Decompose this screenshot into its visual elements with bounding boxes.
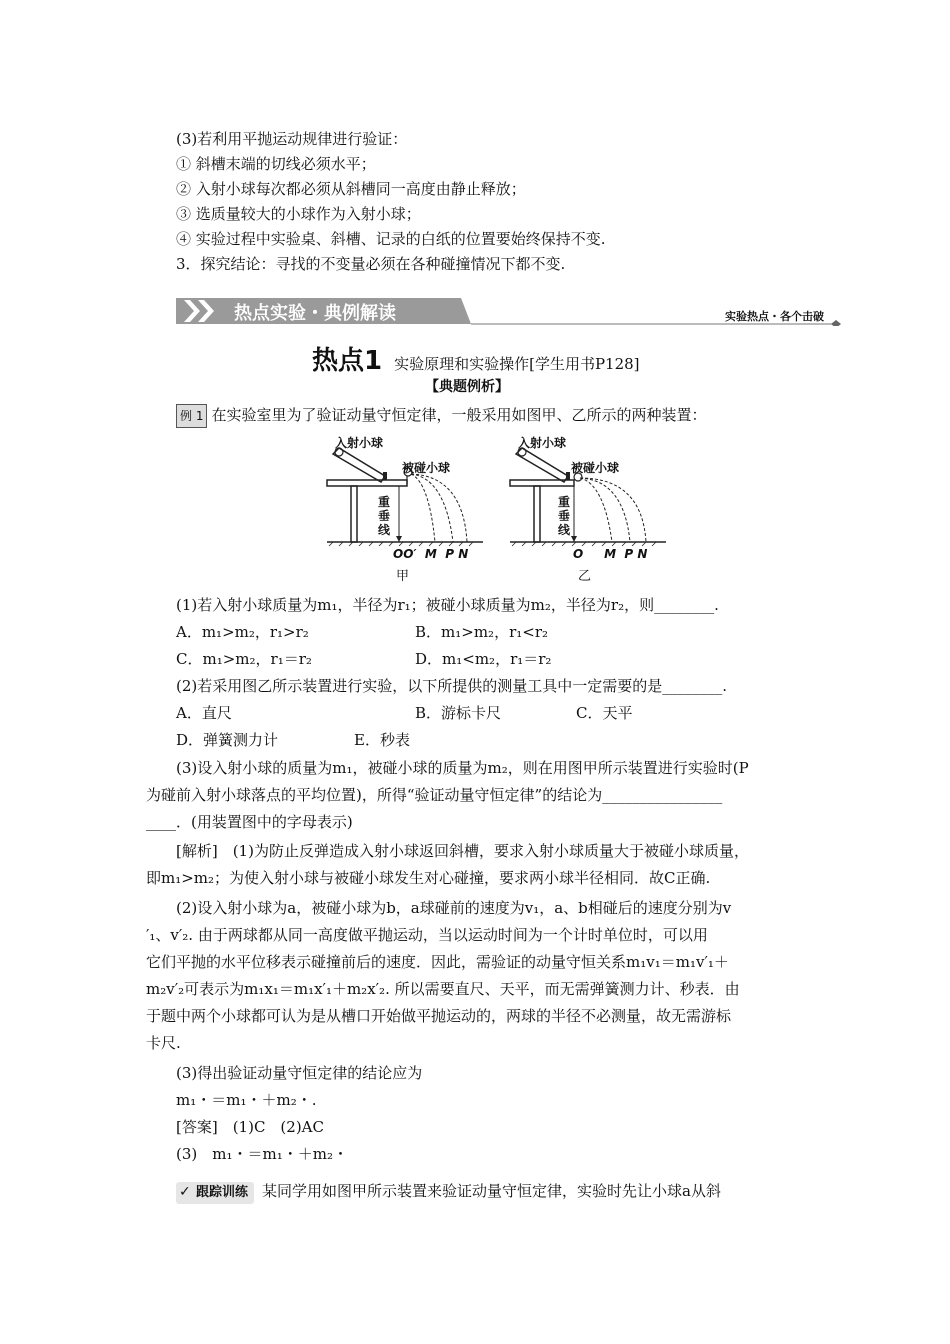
item-2: ② 入射小球每次都必须从斜槽同一高度由静止释放； xyxy=(176,180,526,198)
example-intro: 在实验室里为了验证动量守恒定律，一般采用如图甲、乙所示的两种装置： xyxy=(211,406,707,424)
banner-right-text: 实验热点・各个击破 xyxy=(725,310,824,323)
tracking-badge: ✓ 跟踪训练 xyxy=(176,1182,254,1204)
example-badge: 例 1 xyxy=(176,404,207,428)
fig-right-target-label: 被碰小球 xyxy=(571,461,620,475)
question-1: (1)若入射小球质量为m₁，半径为r₁；被碰小球质量为m₂，半径为r₂，则________. xyxy=(176,596,719,614)
fig-right-plumb-1: 重 xyxy=(558,495,571,509)
analysis-line-3: (2)设入射小球为a，被碰小球为b，a球碰前的速度为v₁，a、b相碰后的速度分别为v xyxy=(176,899,732,917)
q1-option-d: D．m₁<m₂，r₁＝r₂ xyxy=(415,650,552,668)
question-3-line1: (3)设入射小球的质量为m₁，被碰小球的质量为m₂，则在用图甲所示装置进行实验时(P xyxy=(176,759,749,777)
question-3-line3: ____．(用装置图中的字母表示) xyxy=(146,813,353,831)
analysis-line-5: 它们平抛的水平位移表示碰撞前后的速度．因此，需验证的动量守恒关系m₁v₁＝m₁v′₁＋ xyxy=(146,953,729,971)
section-banner xyxy=(176,296,846,326)
q1-option-a: A．m₁>m₂，r₁>r₂ xyxy=(176,623,309,641)
hotspot-subtitle: 实验原理和实验操作[学生用书P128] xyxy=(394,355,640,373)
q2-option-e: E．秒表 xyxy=(354,731,410,749)
fig-left-caption: 甲 xyxy=(396,569,410,584)
fig-left-incident-label: 入射小球 xyxy=(335,436,384,450)
q2-option-d: D．弹簧测力计 xyxy=(176,731,279,749)
tracking-line xyxy=(176,1180,721,1204)
analysis-formula: m₁・＝m₁・＋m₂・. xyxy=(176,1091,317,1109)
analysis-line-8: 卡尺. xyxy=(146,1034,181,1052)
hotspot-number: 热点1 xyxy=(312,346,383,376)
analysis-line-4: ′₁、v′₂. 由于两球都从同一高度做平抛运动，当以运动时间为一个计时单位时，可以用 xyxy=(146,926,708,944)
q2-option-c: C．天平 xyxy=(576,704,633,722)
question-2: (2)若采用图乙所示装置进行实验，以下所提供的测量工具中一定需要的是________. xyxy=(176,677,728,695)
banner-title: 热点实验・典例解读 xyxy=(234,303,396,324)
answer-line-2: (3) m₁・＝m₁・＋m₂・ xyxy=(176,1145,348,1163)
q1-option-b: B．m₁>m₂，r₁<r₂ xyxy=(415,623,549,641)
analysis-line-6: m₂v′₂可表示为m₁x₁＝m₁x′₁＋m₂x′₂. 所以需要直尺、天平，而无需弹簧测力计、秒表．由 xyxy=(146,980,740,998)
fig-right-points: O M P N xyxy=(573,547,648,561)
hotspot-title xyxy=(312,340,640,377)
fig-left-plumb-2: 垂 xyxy=(378,509,391,523)
q2-option-b: B．游标卡尺 xyxy=(415,704,502,722)
fig-right-plumb-3: 线 xyxy=(558,523,571,537)
fig-right-plumb-2: 垂 xyxy=(558,509,571,523)
q2-option-a: A．直尺 xyxy=(176,704,232,722)
item-3-heading: (3)若利用平抛运动规律进行验证： xyxy=(176,130,408,148)
example-intro-line xyxy=(176,404,706,428)
analysis-line-7: 于题中两个小球都可认为是从槽口开始做平抛运动的，两球的半径不必测量，故无需游标 xyxy=(146,1007,732,1025)
analysis-line-2: 即m₁>m₂；为使入射小球与被碰小球发生对心碰撞，要求两小球半径相同．故C正确. xyxy=(146,869,711,887)
answer-line-1: [答案] (1)C (2)AC xyxy=(176,1118,324,1136)
item-1: ① 斜槽末端的切线必须水平； xyxy=(176,155,376,173)
section-label: 【典题例析】 xyxy=(425,379,509,395)
q1-option-c: C．m₁>m₂，r₁＝r₂ xyxy=(176,650,312,668)
tracking-text: 某同学用如图甲所示装置来验证动量守恒定律，实验时先让小球a从斜 xyxy=(262,1182,721,1200)
fig-left-target-label: 被碰小球 xyxy=(402,461,451,475)
fig-right-caption: 乙 xyxy=(578,569,592,584)
conclusion-line: 3．探究结论：寻找的不变量必须在各种碰撞情况下都不变. xyxy=(176,255,566,273)
fig-right-incident-label: 入射小球 xyxy=(518,436,567,450)
fig-left-plumb-3: 线 xyxy=(378,523,391,537)
question-3-line2: 为碰前入射小球落点的平均位置)，所得“验证动量守恒定律”的结论为________________ xyxy=(146,786,723,804)
analysis-line-9: (3)得出验证动量守恒定律的结论应为 xyxy=(176,1064,423,1082)
item-3: ③ 选质量较大的小球作为入射小球； xyxy=(176,205,421,223)
fig-left-points: OO′ M P N xyxy=(393,547,469,561)
analysis-line-1: [解析] (1)为防止反弹造成入射小球返回斜槽，要求入射小球质量大于被碰小球质量， xyxy=(176,842,749,860)
fig-left-plumb-1: 重 xyxy=(378,495,391,509)
item-4: ④ 实验过程中实验桌、斜槽、记录的白纸的位置要始终保持不变. xyxy=(176,230,606,248)
